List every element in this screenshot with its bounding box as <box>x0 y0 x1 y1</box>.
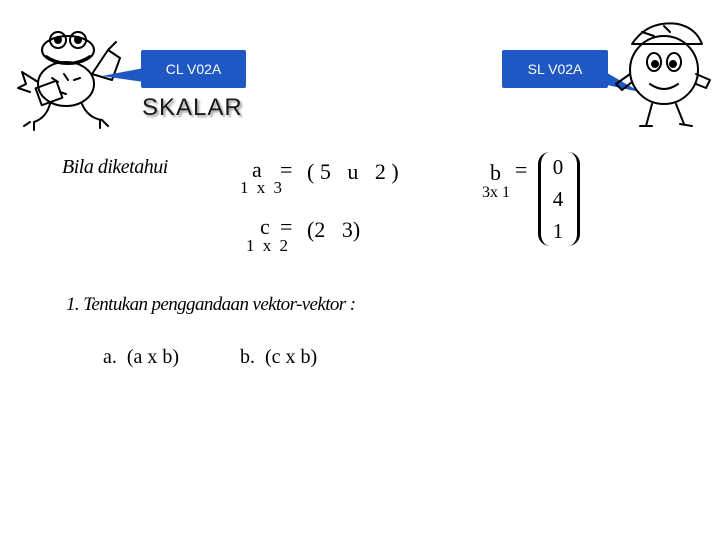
vector-b-dimension: 3x 1 <box>482 184 510 201</box>
vector-a-equals: = <box>280 157 293 182</box>
vector-c-name: c <box>260 214 270 239</box>
vector-c-dimension: 1 x 2 <box>246 236 290 255</box>
sl-badge: SL V02A <box>502 50 608 88</box>
vector-a-dimension: 1 x 3 <box>240 178 284 197</box>
intro-text: Bila diketahui <box>62 156 168 178</box>
page-title: SKALAR <box>142 94 243 121</box>
vector-b-entry: 0 <box>552 155 564 179</box>
vector-c-equals: = <box>280 214 293 239</box>
vector-a-values: ( 5 u 2 ) <box>307 159 399 184</box>
option-b: b. (c x b) <box>240 346 318 368</box>
cl-badge: CL V02A <box>141 50 246 88</box>
vector-a-name: a <box>252 157 262 182</box>
vector-b-equals: = <box>515 157 528 182</box>
option-a: a. (a x b) <box>103 346 180 368</box>
vector-b-entry: 4 <box>552 187 564 211</box>
vector-b-name: b <box>490 160 501 185</box>
ball-mascot-icon <box>612 14 716 132</box>
vector-c-values: (2 3) <box>307 217 361 242</box>
question-text: 1. Tentukan penggandaan vektor-vektor : <box>66 294 356 315</box>
vector-b-entry: 1 <box>552 219 564 243</box>
